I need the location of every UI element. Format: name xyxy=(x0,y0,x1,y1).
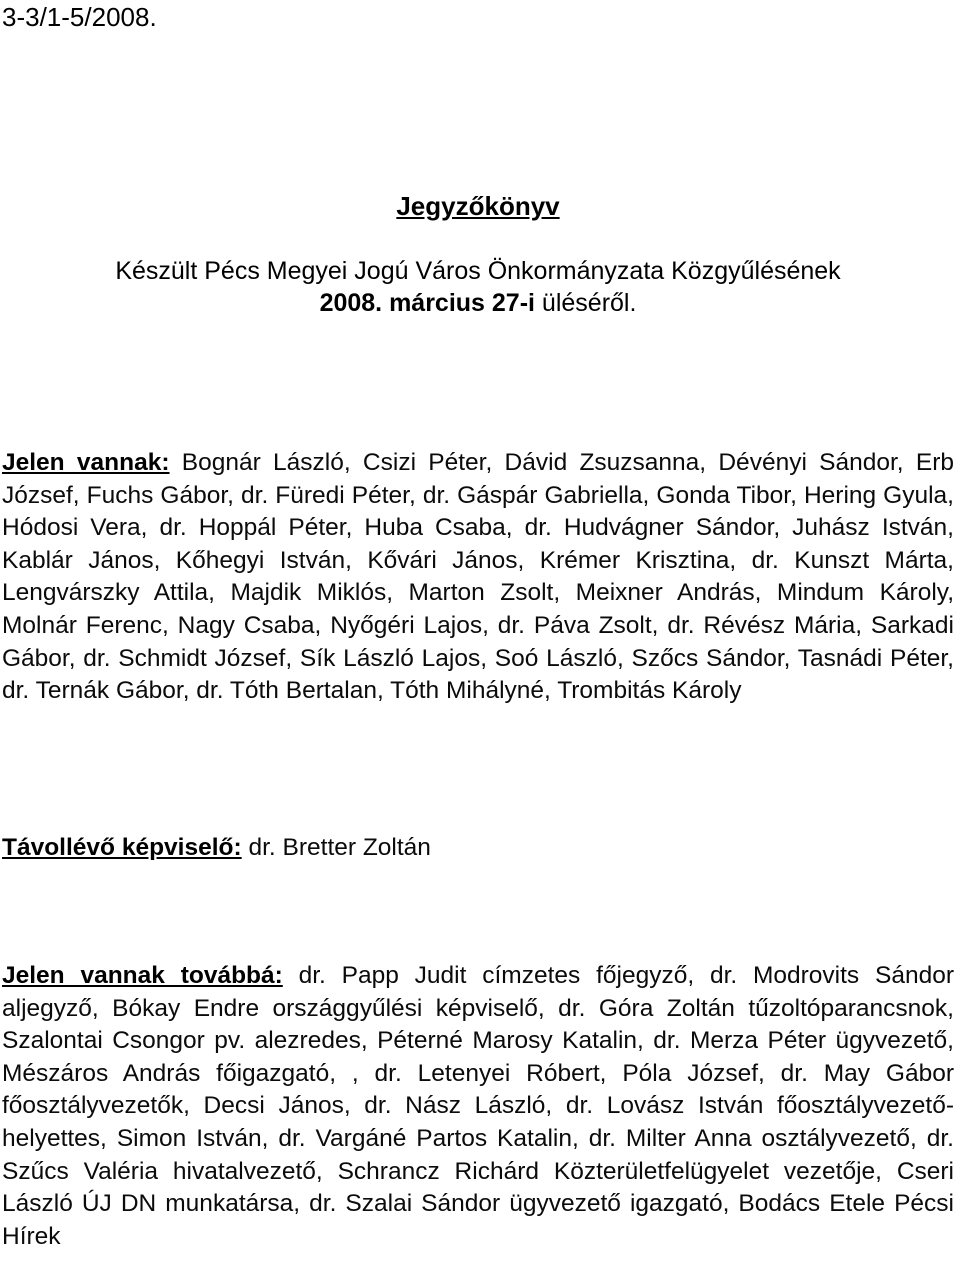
subtitle-line-2 xyxy=(0,287,956,319)
absent-member-section xyxy=(2,832,954,865)
absent-member-label: Távollévő képviselő: xyxy=(2,834,242,861)
present-members-label: Jelen vannak: xyxy=(2,449,170,476)
present-members-list: Bognár László, Csizi Péter, Dávid Zsuzsanna, Dévényi Sándor, Erb József, Fuchs Gábor, dr. Füredi Péter, dr. Gáspár Gabriella, Gonda Tibor, Hering Gyula, Hódosi Vera, dr. Hoppál Péter, Huba Csaba, dr. Hudvágner Sándor, Juhász István, Kablár János, Kőhegyi István, Kővári János, Krémer Krisztina, dr. Kunszt Márta, Lengvárszky Attila, Majdik Miklós, Marton Zsolt, Meixner András, Mindum Károly, Molnár Ferenc, Nagy Csaba, Nyőgéri Lajos, dr. Páva Zsolt, dr. Révész Mária, Sarkadi Gábor, dr. Schmidt József, Sík László Lajos, Soó László, Szőcs Sándor, Tasnádi Péter, dr. Ternák Gábor, dr. Tóth Bertalan, Tóth Mihályné, Trombitás Károly xyxy=(2,449,954,705)
subtitle-rest: üléséről. xyxy=(534,289,637,317)
also-present-list: dr. Papp Judit címzetes főjegyző, dr. Modrovits Sándor aljegyző, Bókay Endre országgyűlési képviselő, dr. Góra Zoltán tűzoltóparancsnok, Szalontai Csongor pv. alezredes, Péterné Marosy Katalin, dr. Merza Péter ügyvezető, Mészáros András főigazgató, , dr. Letenyei Róbert, Póla József, dr. May Gábor főosztályvezetők, Decsi János, dr. Nász László, dr. Lovász István főosztályvezető-helyettes, Simon István, dr. Vargáné Partos Katalin, dr. Milter Anna osztályvezető, dr. Szűcs Valéria hivatalvezető, Schrancz Richárd Közterületfelügyelet vezetője, Cseri László ÚJ DN munkatársa, dr. Szalai Sándor ügyvezető igazgató, Bodács Etele Pécsi Hírek xyxy=(2,962,954,1250)
document-subtitle xyxy=(0,255,956,319)
document-number: 3-3/1-5/2008. xyxy=(2,2,157,32)
document-title: Jegyzőkönyv xyxy=(396,191,560,221)
subtitle-line-1: Készült Pécs Megyei Jogú Város Önkormányzata Közgyűlésének xyxy=(115,257,841,285)
meeting-date: 2008. március 27-i xyxy=(319,289,535,317)
present-members-section xyxy=(2,447,954,708)
also-present-section xyxy=(2,960,954,1253)
absent-member-name: dr. Bretter Zoltán xyxy=(241,834,431,861)
also-present-label: Jelen vannak továbbá: xyxy=(2,962,283,989)
